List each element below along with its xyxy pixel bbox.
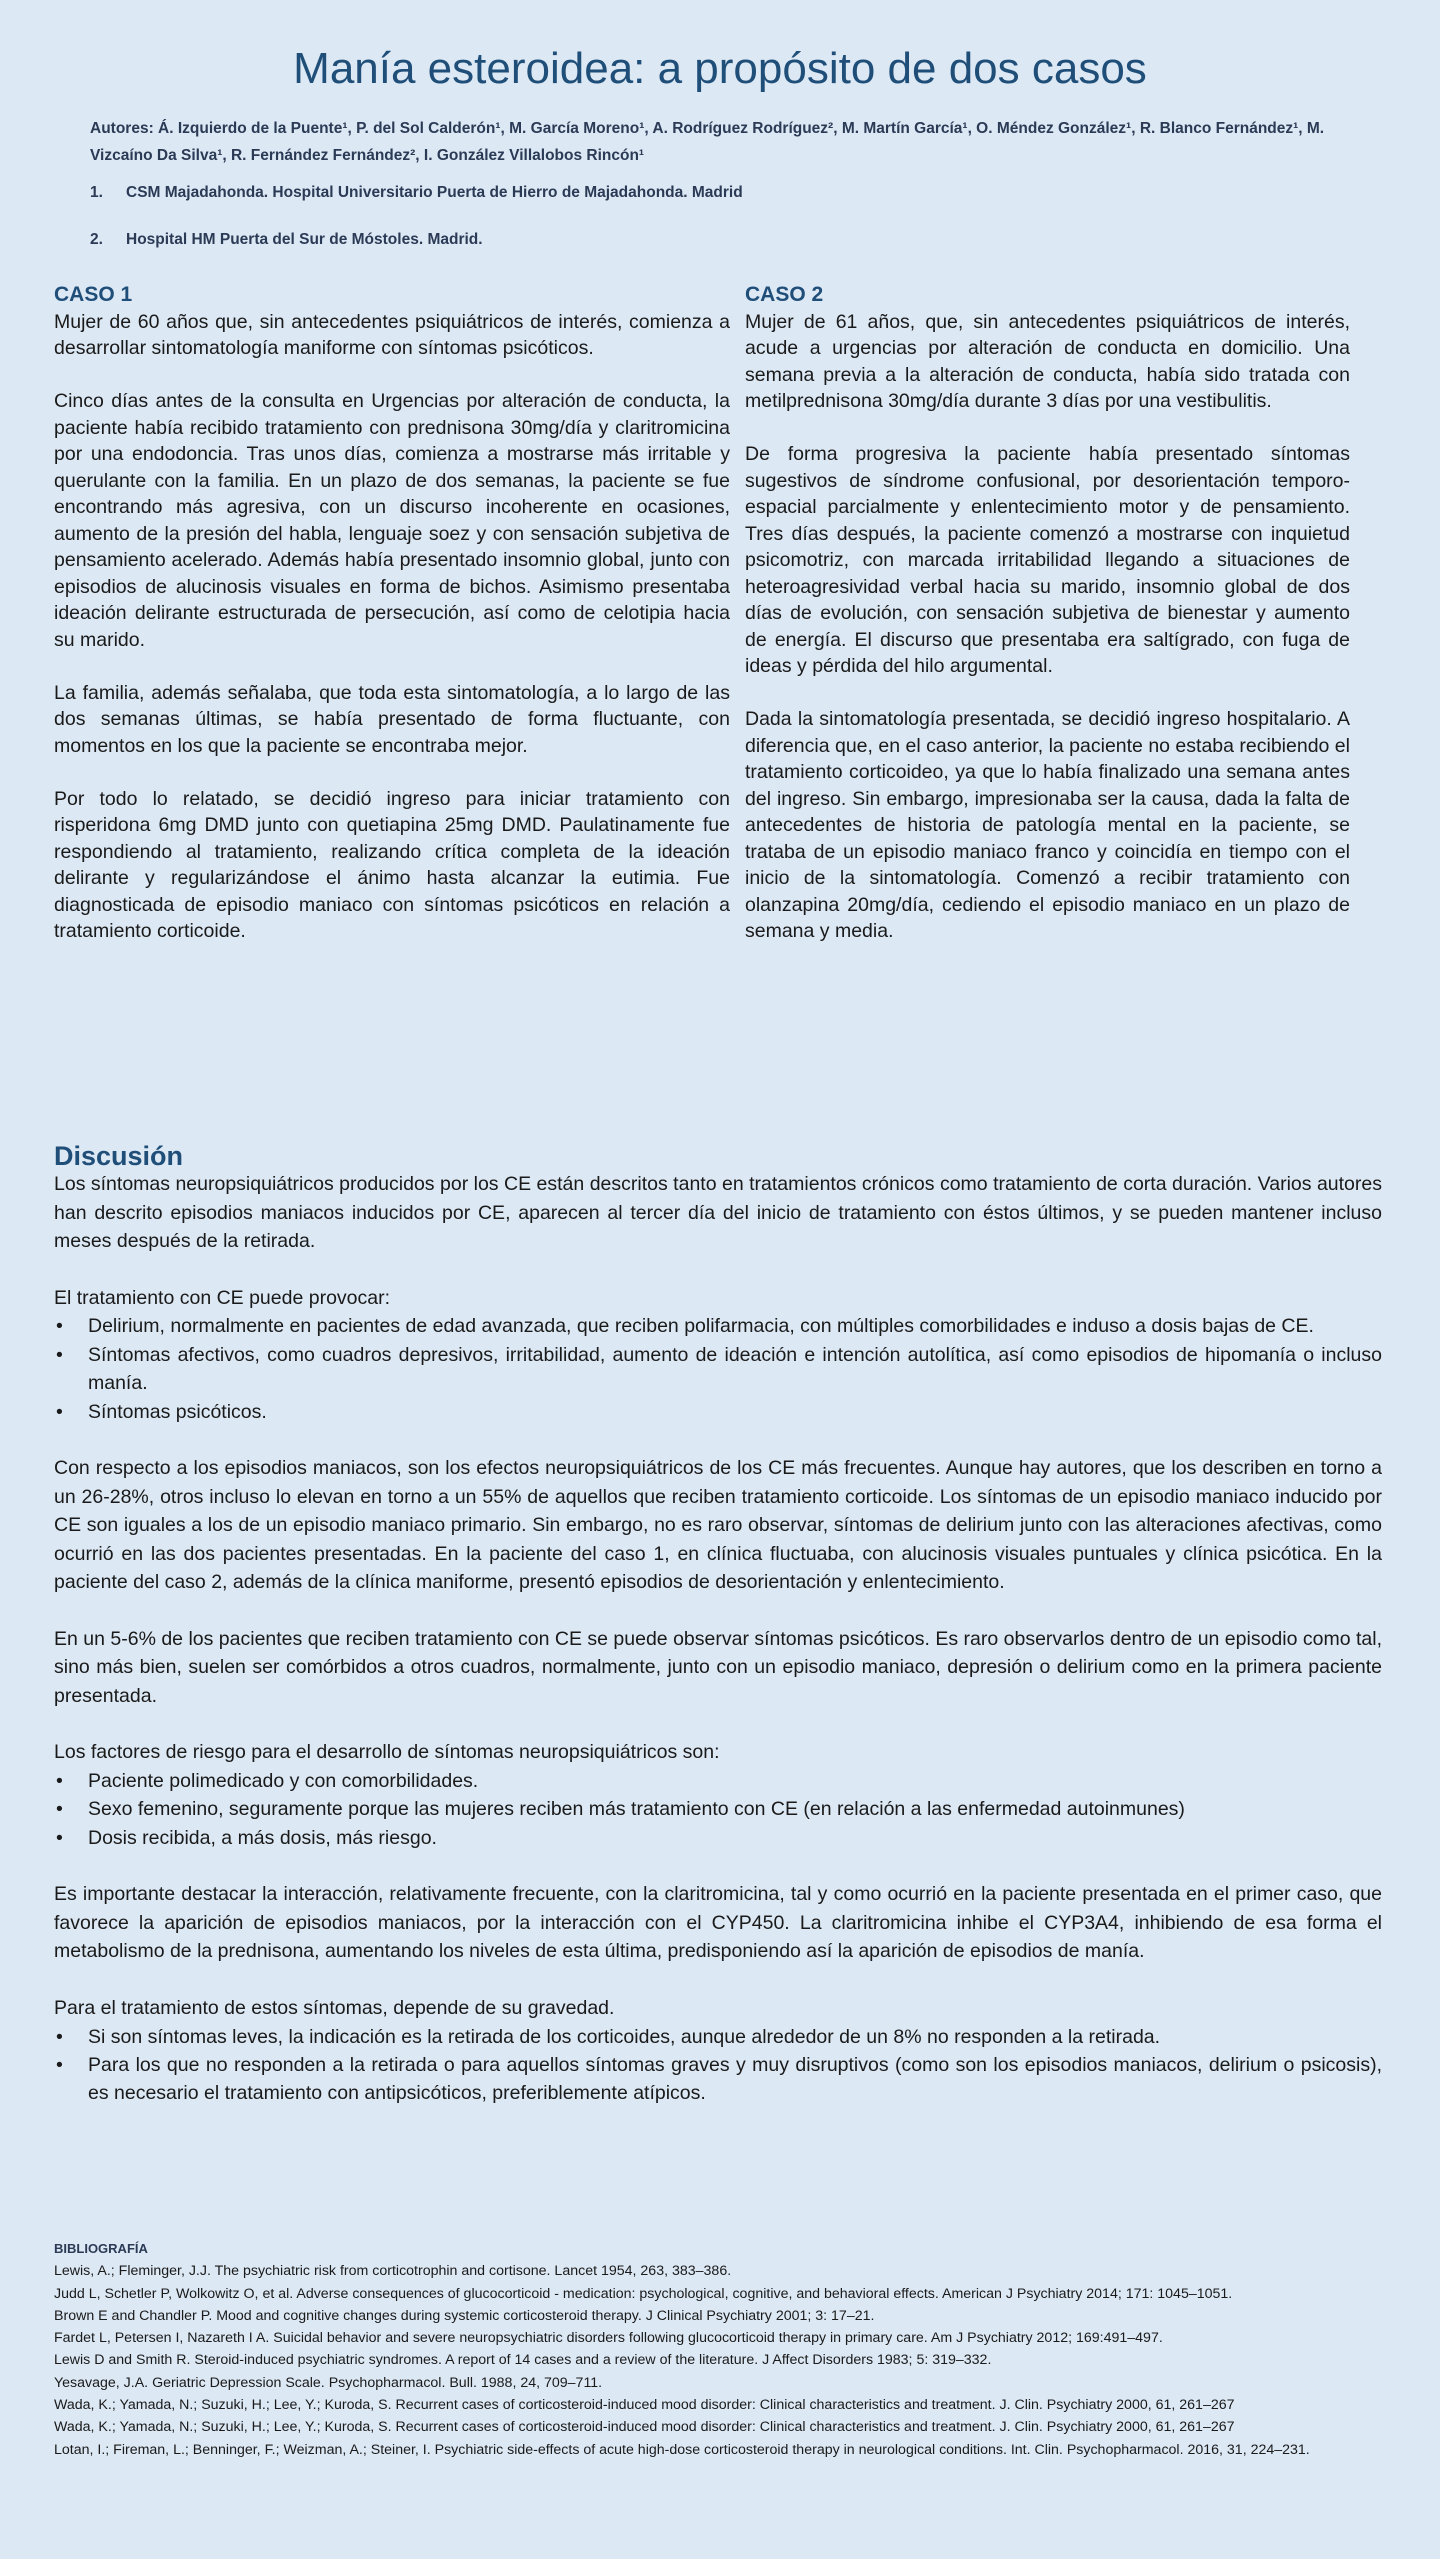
case-1-column [54, 282, 730, 971]
case-1-paragraph: Por todo lo relatado, se decidió ingreso para iniciar tratamiento con risperidona 6mg DMD junto con quetiapina 25mg DMD. Paulatinamente fue respondiendo al tratamiento, realizando crítica completa de la ideación delirante y regularizándose el ánimo hasta alcanzar la eutimia. Fue diagnosticada de episodio maniaco con síntomas psicóticos en relación a tratamiento corticoide. [54, 787, 730, 942]
reference-item: Wada, K.; Yamada, N.; Suzuki, H.; Lee, Y.; Kuroda, S. Recurrent cases of corticosteroid-induced mood disorder: Clinical characteristics and treatment. J. Clin. Psychiatry 2000, 61, 261–267 [54, 2419, 1235, 2436]
case-2-paragraph: Mujer de 61 años, que, sin antecedentes psiquiátricos de interés, acude a urgencias por alteración de conducta en domicilio. Una semana previa a la alteración de conducta, había sido tratada con metilprednisona 30mg/día durante 3 días por una vestibulitis. [745, 310, 1350, 412]
risk-factors-list [54, 1767, 1382, 1852]
case-1-heading: CASO 1 [54, 283, 133, 306]
case-2-paragraph: De forma progresiva la paciente había presentado síntomas sugestivos de síndrome confusional, por desorientación temporo-espacial parcialmente y enlentecimiento motor y de pensamiento. Tres días después, la paciente comenzó a mostrarse con inquietud psicomotriz, con marcada irritabilidad llegando a situaciones de heteroagresividad verbal hacia su marido, insomnio global de dos días de evolución, con sensación subjetiva de bienestar y aumento de energía. El discurso que presentaba era saltígrado, con fuga de ideas y pérdida del hilo argumental. [745, 443, 1350, 677]
case-1-paragraph: Cinco días antes de la consulta en Urgencias por alteración de conducta, la paciente había recibido tratamiento con prednisona 30mg/día y claritromicina por una endodoncia. Tras unos días, comienza a mostrarse más irritable y querulante con la familia. En un plazo de dos semanas, la paciente se fue encontrando más agresiva, con un discurso incoherente en ocasiones, aumento de la presión del habla, lenguaje soez y con sensación subjetiva de pensamiento acelerado. Además había presentado insomnio global, junto con episodios de alucinosis visuales en forma de bichos. Asimismo presentaba ideación delirante estructurada de persecución, así como de celotipia hacia su marido. [54, 390, 730, 651]
reference-item: Wada, K.; Yamada, N.; Suzuki, H.; Lee, Y.; Kuroda, S. Recurrent cases of corticosteroid-induced mood disorder: Clinical characteristics and treatment. J. Clin. Psychiatry 2000, 61, 261–267 [54, 2397, 1235, 2414]
list-item: • Sexo femenino, seguramente porque las mujeres reciben más tratamiento con CE (en relación a las enfermedad autoinmunes) [54, 1795, 1382, 1823]
authors-line: Autores: Á. Izquierdo de la Puente¹, P. del Sol Calderón¹, M. García Moreno¹, A. Rodríguez Rodríguez², M. Martín García¹, O. Méndez González¹, R. Blanco Fernández¹, M. Vizcaíno Da Silva¹, R. Fernández Fernández², I. González Villalobos Rincón¹ [90, 120, 1325, 164]
reference-item: Lotan, I.; Fireman, L.; Benninger, F.; Weizman, A.; Steiner, I. Psychiatric side-effects of acute high-dose corticosteroid therapy in neurological conditions. Int. Clin. Psychopharmacol. 2016, 31, 224–231. [54, 2441, 1310, 2458]
list-item: • Síntomas psicóticos. [54, 1398, 1382, 1426]
discussion-paragraph: En un 5-6% de los pacientes que reciben tratamiento con CE se puede observar síntomas psicóticos. Es raro observarlos dentro de un episodio como tal, sino más bien, suelen ser comórbidos a otros cuadros, normalmente, junto con un episodio maniaco, depresión o delirium como en la primera paciente presentada. [54, 1627, 1382, 1707]
case-2-paragraph: Dada la sintomatología presentada, se decidió ingreso hospitalario. A diferencia que, en el caso anterior, la paciente no estaba recibiendo el tratamiento corticoideo, ya que lo había finalizado una semana antes del ingreso. Sin embargo, impresionaba ser la causa, dada la falta de antecedentes de historia de patología mental en la paciente, se trataba de un episodio maniaco franco y coincidía en tiempo con el inicio de la sintomatología. Comenzó a recibir tratamiento con olanzapina 20mg/día, cediendo el episodio maniaco en un plazo de semana y media. [745, 708, 1350, 942]
reference-item: Lewis, A.; Fleminger, J.J. The psychiatric risk from corticotrophin and cortisone. Lancet 1954, 263, 383–386. [54, 2263, 732, 2280]
discussion-paragraph: El tratamiento con CE puede provocar: [54, 1287, 391, 1310]
reference-item: Fardet L, Petersen I, Nazareth I A. Suicidal behavior and severe neuropsychiatric disorders following glucocorticoid therapy in primary care. Am J Psychiatry 2012; 169:491–497. [54, 2330, 1163, 2347]
bibliography-section [54, 2238, 1382, 2461]
reference-item: Yesavage, J.A. Geriatric Depression Scale. Psychopharmacol. Bull. 1988, 24, 709–711. [54, 2374, 603, 2391]
affiliation-2 [90, 231, 483, 249]
affiliation-text: CSM Majadahonda. Hospital Universitario Puerta de Hierro de Majadahonda. Madrid [126, 184, 743, 201]
discussion-section [54, 1142, 1382, 2108]
discussion-paragraph: Los factores de riesgo para el desarrollo de síntomas neuropsiquiátricos son: [54, 1741, 720, 1764]
list-item: • Delirium, normalmente en pacientes de edad avanzada, que reciben polifarmacia, con múltiples comorbilidades e induso a dosis bajas de CE. [54, 1312, 1382, 1340]
list-item: • Paciente polimedicado y con comorbilidades. [54, 1767, 1382, 1795]
case-1-paragraph: La familia, además señalaba, que toda esta sintomatología, a lo largo de las dos semanas últimas, se había presentado de forma fluctuante, con momentos en los que la paciente se encontraba mejor. [54, 681, 730, 757]
treatment-list [54, 2023, 1382, 2108]
reference-item: Judd L, Schetler P, Wolkowitz O, et al. Adverse consequences of glucocorticoid - medication: psychological, cognitive, and behavioral effects. American J Psychiatry 2014; 171: 1045–1051. [54, 2285, 1233, 2302]
reference-item: Brown E and Chandler P. Mood and cognitive changes during systemic corticosteroid therapy. J Clinical Psychiatry 2001; 3: 17–21. [54, 2307, 875, 2324]
affiliation-1 [90, 184, 743, 202]
discussion-paragraph: Con respecto a los episodios maniacos, son los efectos neuropsiquiátricos de los CE más frecuentes. Aunque hay autores, que los describen en torno a un 26-28%, otros incluso lo elevan en torno a un 55% de aquellos que reciben tratamiento corticoide. Los síntomas de un episodio maniaco inducido por CE son iguales a los de un episodio maniaco primario. Sin embargo, no es raro observar, síntomas de delirium junto con las alteraciones afectivas, como ocurrió en las dos pacientes presentadas. En la paciente del caso 1, en clínica fluctuaba, con alucinosis visuales puntuales y clínica psicótica. En la paciente del caso 2, además de la clínica maniforme, presentó episodios de desorientación y enlentecimiento. [54, 1457, 1382, 1594]
poster-title: Manía esteroidea: a propósito de dos casos [293, 44, 1147, 93]
case-2-column [745, 282, 1350, 971]
list-item: • Para los que no responden a la retirada o para aquellos síntomas graves y muy disruptivos (como son los episodios maniacos, delirium o psicosis), es necesario el tratamiento con antipsicóticos, preferiblemente atípicos. [54, 2051, 1382, 2108]
list-item: • Síntomas afectivos, como cuadros depresivos, irritabilidad, aumento de ideación e intención autolítica, así como episodios de hipomanía o incluso manía. [54, 1341, 1382, 1398]
discussion-paragraph: Es importante destacar la interacción, relativamente frecuente, con la claritromicina, tal y como ocurrió en la paciente presentada en el primer caso, que favorece la aparición de episodios maniacos, por la interacción con el CYP450. La claritromicina inhibe el CYP3A4, inhibiendo de esa forma el metabolismo de la prednisona, aumentando los niveles de esta última, predisponiendo así la aparición de episodios de manía. [54, 1883, 1382, 1963]
ce-effects-list [54, 1312, 1382, 1426]
affiliation-number: 2. [90, 231, 103, 248]
list-item: • Dosis recibida, a más dosis, más riesgo. [54, 1824, 1382, 1852]
discussion-paragraph: Los síntomas neuropsiquiátricos producidos por los CE están descritos tanto en tratamientos crónicos como tratamiento de corta duración. Varios autores han descrito episodios maniacos inducidos por CE, aparecen al tercer día del inicio de tratamiento con éstos últimos, y se pueden mantener incluso meses después de la retirada. [54, 1173, 1382, 1253]
list-item: • Si son síntomas leves, la indicación es la retirada de los corticoides, aunque alrededor de un 8% no responden a la retirada. [54, 2023, 1382, 2051]
affiliation-text: Hospital HM Puerta del Sur de Móstoles. Madrid. [126, 231, 483, 248]
reference-item: Lewis D and Smith R. Steroid-induced psychiatric syndromes. A report of 14 cases and a review of the literature. J Affect Disorders 1983; 5: 319–332. [54, 2352, 992, 2369]
discussion-heading: Discusión [54, 1141, 184, 1171]
affiliation-number: 1. [90, 184, 103, 201]
bibliography-heading: BIBLIOGRAFÍA [54, 2241, 148, 2256]
discussion-paragraph: Para el tratamiento de estos síntomas, depende de su gravedad. [54, 1997, 615, 2020]
case-1-paragraph: Mujer de 60 años que, sin antecedentes psiquiátricos de interés, comienza a desarrollar sintomatología maniforme con síntomas psicóticos. [54, 310, 730, 359]
case-2-heading: CASO 2 [745, 283, 824, 306]
